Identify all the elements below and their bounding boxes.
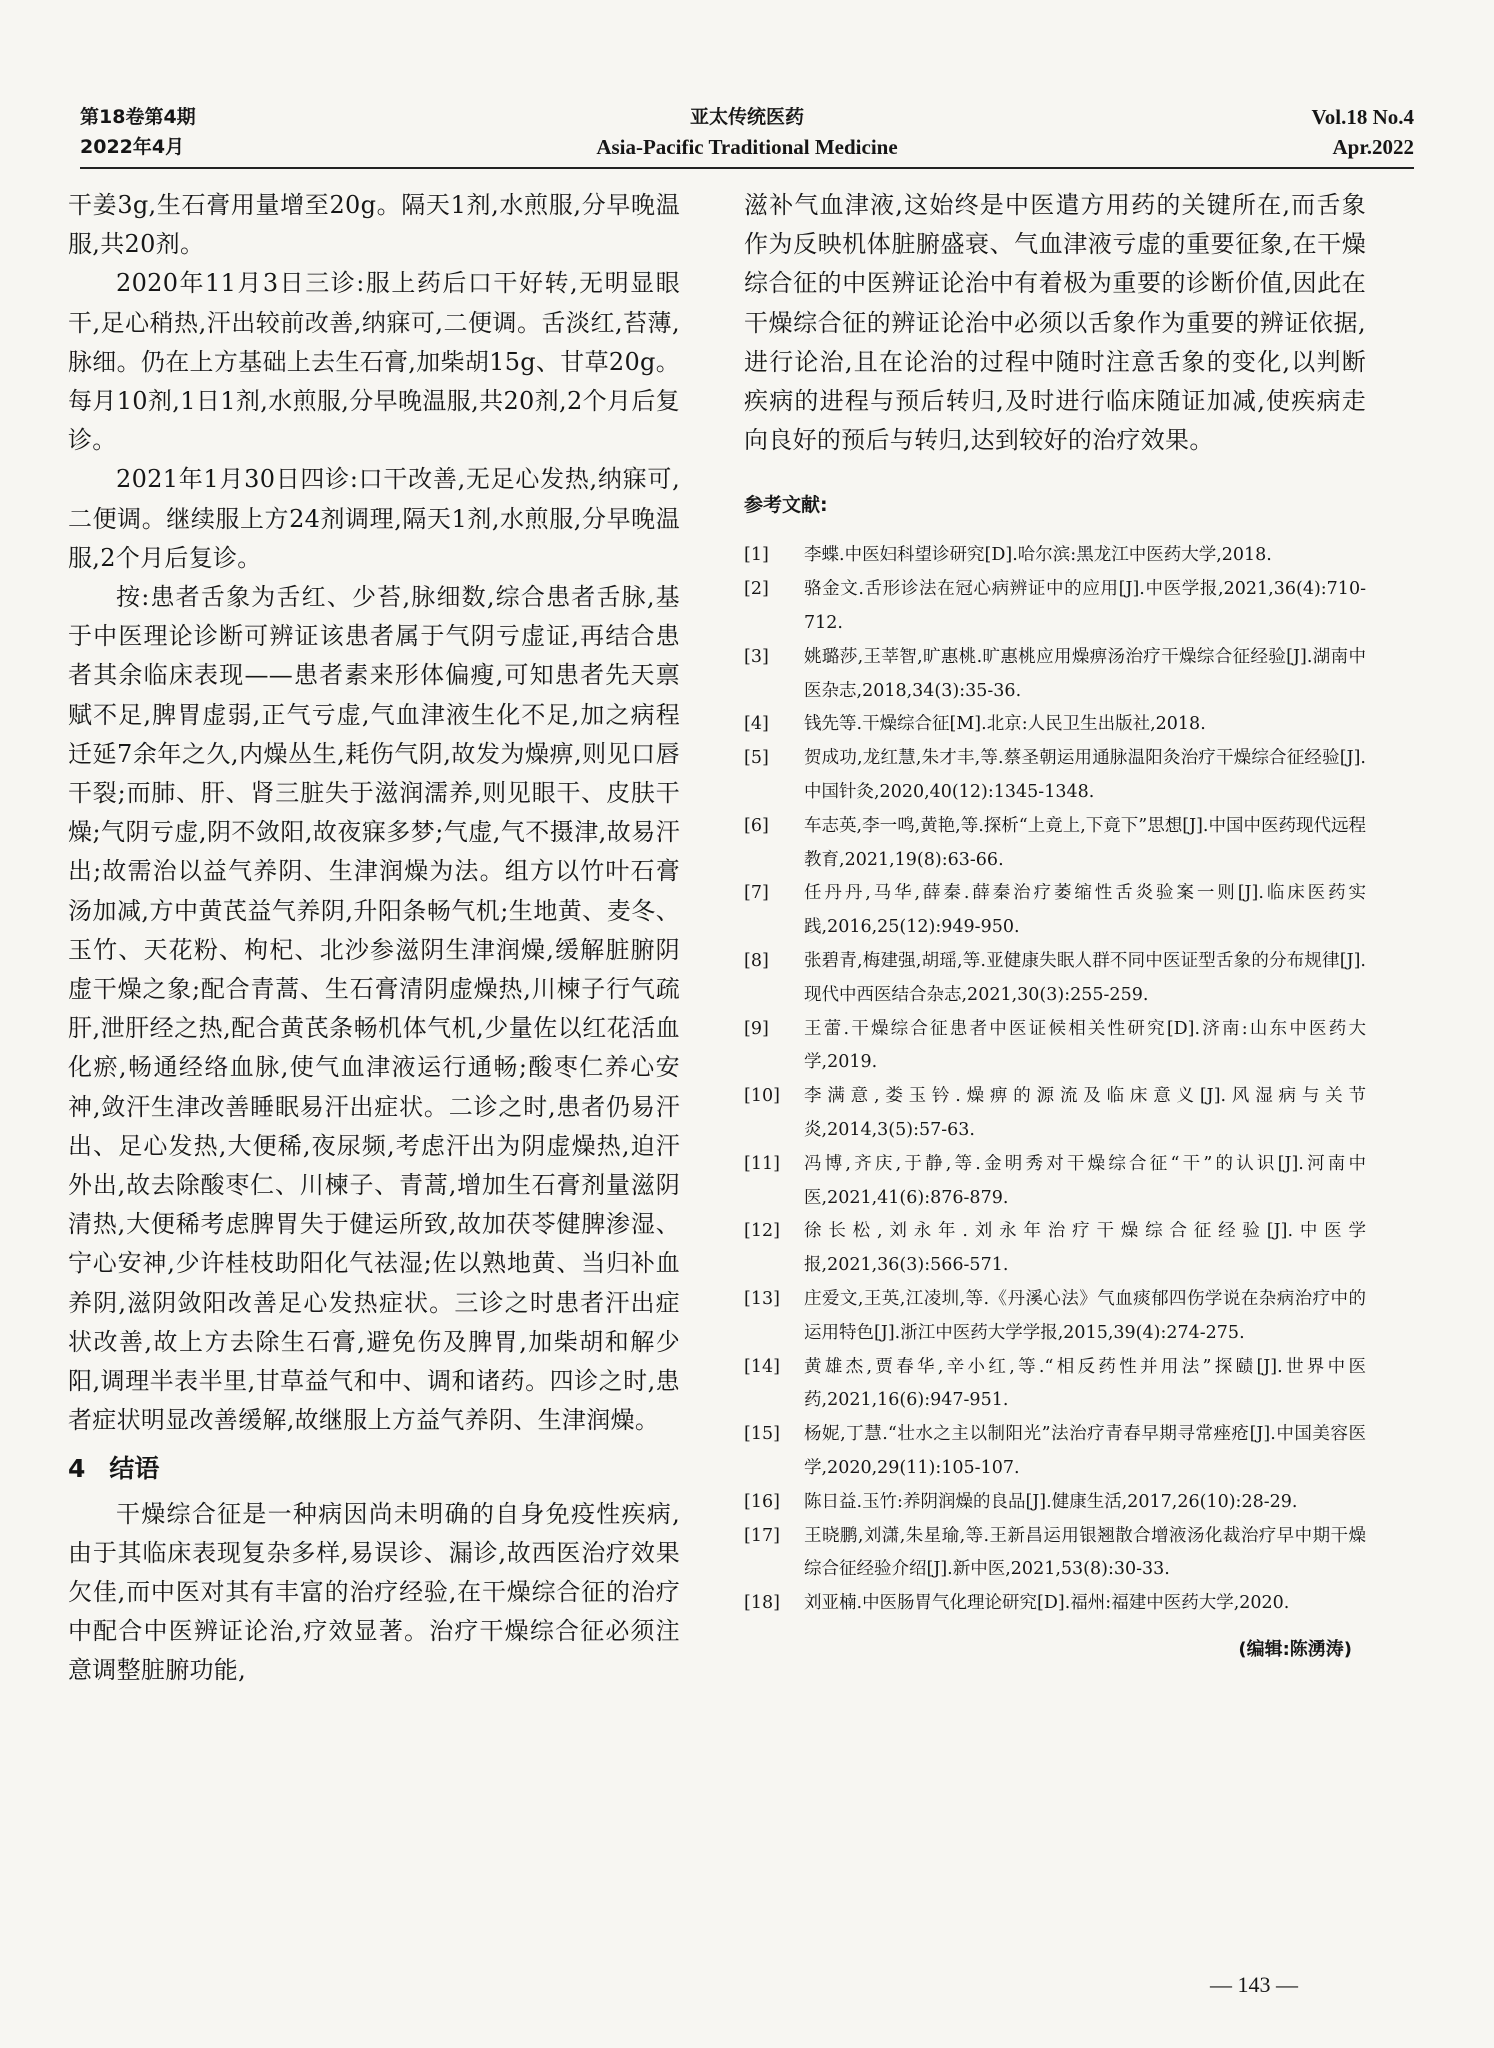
paragraph: 干姜3g,生石膏用量增至20g。隔天1剂,水煎服,分早晚温服,共20剂。 [68, 191, 680, 259]
right-column [744, 186, 1366, 1661]
reference-text: 庄爱文,王英,江凌圳,等.《丹溪心法》气血痰郁四伤学说在杂病治疗中的运用特色[J].浙江中医药大学学报,2015,39(4):274-275. [804, 1288, 1366, 1343]
running-header [80, 96, 1414, 166]
reference-text: 王蕾.干燥综合征患者中医证候相关性研究[D].济南:山东中医药大学,2019. [804, 1018, 1366, 1073]
reference-item [744, 539, 1366, 573]
volume-issue-en: Vol.18 No.4 [1311, 105, 1414, 129]
section-title: 结语 [109, 1453, 160, 1483]
header-right [1312, 102, 1415, 162]
reference-item [744, 1520, 1366, 1588]
reference-item [744, 708, 1366, 742]
reference-item [744, 1418, 1366, 1486]
volume-issue-cn: 第18卷第4期 [80, 106, 196, 128]
paragraph: 滋补气血津液,这始终是中医遣方用药的关键所在,而舌象作为反映机体脏腑盛衰、气血津液亏虚的重要征象,在干燥综合征的中医辨证论治中有着极为重要的诊断价值,因此在干燥综合征的辨证论治中必须以舌象作为重要的辨证依据,进行论治,且在论治的过程中随时注意舌象的变化,以判断疾病的进程与预后转归,及时进行临床随证加减,使疾病走向良好的预后与转归,达到较好的治疗效果。 [744, 191, 1366, 455]
reference-item [744, 1215, 1366, 1283]
reference-text: 李满意,娄玉钤.燥痹的源流及临床意义[J].风湿病与关节炎,2014,3(5):57-63. [804, 1086, 1366, 1140]
header-divider [80, 167, 1414, 169]
paragraph: 干燥综合征是一种病因尚未明确的自身免疫性疾病,由于其临床表现复杂多样,易误诊、漏诊,故西医治疗效果欠佳,而中医对其有丰富的治疗经验,在干燥综合征的治疗中配合中医辨证论治,疗效显著。治疗干燥综合征必须注意调整脏腑功能, [68, 1499, 680, 1685]
reference-number: [8] [744, 950, 769, 971]
reference-item [744, 810, 1366, 878]
reference-number: [7] [744, 883, 769, 904]
reference-number: [17] [744, 1525, 780, 1546]
reference-number: [14] [744, 1356, 780, 1377]
reference-number: [16] [744, 1491, 780, 1512]
reference-item [744, 641, 1366, 709]
reference-text: 杨妮,丁慧.“壮水之主以制阳光”法治疗青春早期寻常痤疮[J].中国美容医学,2020,29(11):105-107. [804, 1424, 1366, 1478]
page-number: — 143 — [1210, 1972, 1298, 1997]
reference-text: 钱先等.干燥综合征[M].北京:人民卫生出版社,2018. [804, 714, 1206, 735]
date-en: Apr.2022 [1332, 135, 1414, 159]
reference-text: 李蝶.中医妇科望诊研究[D].哈尔滨:黑龙江中医药大学,2018. [804, 545, 1272, 566]
reference-number: [12] [744, 1221, 780, 1242]
reference-number: [3] [744, 646, 769, 667]
reference-text: 徐长松,刘永年.刘永年治疗干燥综合征经验[J].中医学报,2021,36(3):566-571. [804, 1221, 1366, 1276]
journal-name-en: Asia-Pacific Traditional Medicine [596, 135, 898, 159]
reference-item [744, 1486, 1366, 1520]
paragraph: 按:患者舌象为舌红、少苔,脉细数,综合患者舌脉,基于中医理论诊断可辨证该患者属于气阴亏虚证,再结合患者其余临床表现——患者素来形体偏瘦,可知患者先天禀赋不足,脾胃虚弱,正气亏虚,气血津液生化不足,加之病程迁延7余年之久,内燥丛生,耗伤气阴,故发为燥痹,则见口唇干裂;而肺、肝、肾三脏失于滋润濡养,则见眼干、皮肤干燥;气阴亏虚,阴不敛阳,故夜寐多梦;气虚,气不摄津,故易汗出;故需治以益气养阴、生津润燥为法。组方以竹叶石膏汤加减,方中黄芪益气养阴,升阳条畅气机;生地黄、麦冬、玉竹、天花粉、枸杞、北沙参滋阴生津润燥,缓解脏腑阴虚干燥之象;配合青蒿、生石膏清阴虚燥热,川楝子行气疏肝,泄肝经之热,配合黄芪条畅机体气机,少量佐以红花活血化瘀,畅通经络血脉,使气血津液运行通畅;酸枣仁养心安神,敛汗生津改善睡眠易汗出症状。二诊之时,患者仍易汗出、足心发热,大便稀,夜尿频,考虑汗出为阴虚燥热,迫汗外出,故去除酸枣仁、川楝子、青蒿,增加生石膏剂量滋阴清热,大便稀考虑脾胃失于健运所致,故加茯苓健脾渗湿、宁心安神,少许桂枝助阳化气祛湿;佐以熟地黄、当归补血养阴,滋阴敛阳改善足心发热症状。三诊之时患者汗出症状改善,故上方去除生石膏,避免伤及脾胃,加柴胡和解少阳,调理半表半里,甘草益气和中、调和诸药。四诊之时,患者症状明显改善缓解,故继服上方益气养阴、生津润燥。 [68, 583, 680, 1435]
reference-text: 车志英,李一鸣,黄艳,等.探析“上竟上,下竟下”思想[J].中国中医药现代远程教育,2021,19(8):63-66. [804, 815, 1366, 870]
section-heading [68, 1449, 680, 1489]
reference-text: 贺成功,龙红慧,朱才丰,等.蔡圣朝运用通脉温阳灸治疗干燥综合征经验[J].中国针灸,2020,40(12):1345-1348. [804, 748, 1366, 802]
reference-text: 陈日益.玉竹:养阴润燥的良品[J].健康生活,2017,26(10):28-29. [804, 1491, 1298, 1512]
section-number: 4 [68, 1453, 86, 1483]
paragraph: 2021年1月30日四诊:口干改善,无足心发热,纳寐可,二便调。继续服上方24剂调理,隔天1剂,水煎服,分早晚温服,2个月后复诊。 [68, 465, 680, 572]
reference-text: 张碧青,梅建强,胡瑶,等.亚健康失眠人群不同中医证型舌象的分布规律[J].现代中西医结合杂志,2021,30(3):255-259. [804, 950, 1366, 1005]
date-cn: 2022年4月 [80, 136, 185, 158]
reference-item [744, 742, 1366, 810]
reference-number: [1] [744, 545, 769, 566]
reference-item [744, 1283, 1366, 1351]
reference-item [744, 1013, 1366, 1081]
reference-number: [10] [744, 1086, 780, 1107]
reference-item [744, 1080, 1366, 1148]
left-column [68, 186, 680, 1691]
reference-item [744, 877, 1366, 945]
reference-number: [15] [744, 1424, 780, 1445]
reference-text: 冯博,齐庆,于静,等.金明秀对干燥综合征“干”的认识[J].河南中医,2021,41(6):876-879. [804, 1153, 1366, 1208]
paragraph: 2020年11月3日三诊:服上药后口干好转,无明显眼干,足心稍热,汗出较前改善,纳寐可,二便调。舌淡红,苔薄,脉细。仍在上方基础上去生石膏,加柴胡15g、甘草20g。每月10剂,1日1剂,水煎服,分早晚温服,共20剂,2个月后复诊。 [68, 269, 680, 455]
reference-item [744, 1351, 1366, 1419]
reference-number: [13] [744, 1288, 780, 1309]
reference-item [744, 573, 1366, 641]
reference-number: [18] [744, 1593, 780, 1614]
reference-text: 骆金文.舌形诊法在冠心病辨证中的应用[J].中医学报,2021,36(4):710-712. [804, 579, 1366, 634]
reference-number: [6] [744, 815, 769, 836]
reference-text: 刘亚楠.中医肠胃气化理论研究[D].福州:福建中医药大学,2020. [804, 1593, 1290, 1614]
editor-note: (编辑:陈湧涛) [1238, 1638, 1352, 1660]
reference-item [744, 1587, 1366, 1621]
reference-number: [5] [744, 748, 769, 769]
reference-item [744, 1148, 1366, 1216]
reference-number: [4] [744, 714, 769, 735]
reference-item [744, 945, 1366, 1013]
reference-number: [9] [744, 1018, 769, 1039]
reference-number: [11] [744, 1153, 780, 1174]
reference-text: 任丹丹,马华,薛秦.薛秦治疗萎缩性舌炎验案一则[J].临床医药实践,2016,25(12):949-950. [804, 883, 1366, 938]
reference-text: 王晓鹏,刘潇,朱星瑜,等.王新昌运用银翘散合增液汤化裁治疗早中期干燥综合征经验介绍[J].新中医,2021,53(8):30-33. [804, 1525, 1366, 1580]
reference-text: 黄雄杰,贾春华,辛小红,等.“相反药性并用法”探赜[J].世界中医药,2021,16(6):947-951. [804, 1356, 1366, 1411]
reference-text: 姚璐莎,王莘智,旷惠桃.旷惠桃应用燥痹汤治疗干燥综合征经验[J].湖南中医杂志,2018,34(3):35-36. [804, 646, 1366, 701]
references-heading: 参考文献: [744, 494, 828, 517]
header-center [80, 102, 1414, 162]
reference-list [744, 539, 1366, 1621]
journal-name-cn: 亚太传统医药 [689, 106, 804, 128]
reference-number: [2] [744, 579, 769, 600]
